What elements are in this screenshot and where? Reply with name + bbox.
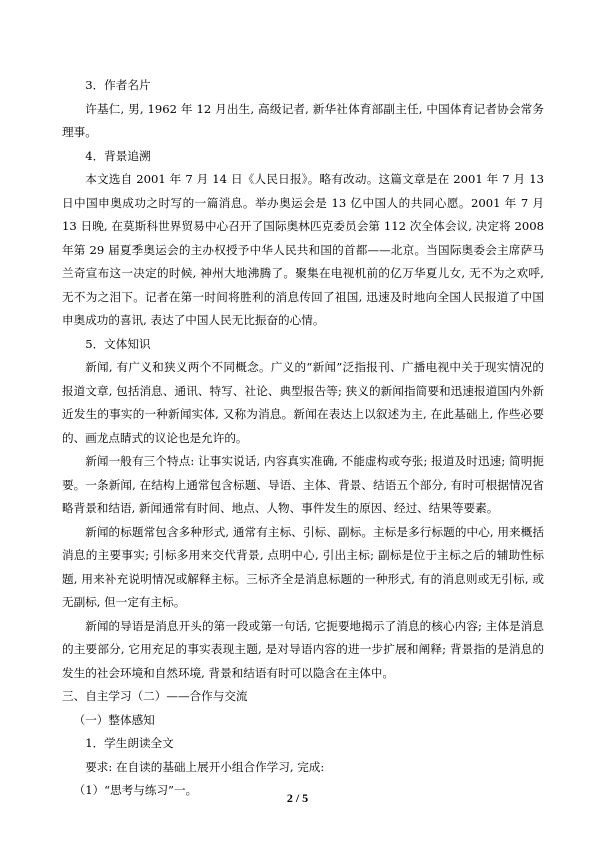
genre-paragraph-1: 新闻, 有广义和狭义两个不同概念。广义的“新闻”泛指报刊、广播电视中关于现实情况的报道文章, 包括消息、通讯、特写、社论、典型报告等; 狭义的新闻指简要和迅速报道国内外新近发生的事实的一种新闻实体, 又称为消息。新闻在表达上以叙述为主, 在此基础上, 作些必要的、画龙点睛式的议论也是允许的。 xyxy=(62,360,544,445)
task-1: （1）“思考与练习”一。 xyxy=(73,783,198,797)
document-body xyxy=(62,74,544,803)
author-text: 许基仁, 男, 1962 年 12 月出生, 高级记者, 新华社体育部副主任, 中国体育记者协会常务理事。 xyxy=(62,101,544,139)
author-heading: 3．作者名片 xyxy=(85,78,151,92)
genre-paragraph-3: 新闻的标题常包含多种形式, 通常有主标、引标、副标。主标是多行标题的中心, 用来概括消息的主要事实; 引标多用来交代背景, 点明中心, 引出主标; 副标是位于主标之后的辅助性标题, 用来补充说明情况或解释主标。三标齐全是消息标题的一种形式, 有的消息则或无引标, 或无副标, 但一定有主标。 xyxy=(62,524,544,609)
overall-heading: （一）整体感知 xyxy=(73,712,155,727)
study-heading: 三、自主学习（二）——合作与交流 xyxy=(62,689,248,703)
read-heading: 1．学生朗读全文 xyxy=(85,736,174,750)
genre-paragraph-4: 新闻的导语是消息开头的第一段或第一句话, 它扼要地揭示了消息的核心内容; 主体是消息的主要部分, 它用充足的事实表现主题, 是对导语内容的进一步扩展和阐释; 背景指的是消息的发生的社会环境和自然环境, 背景和结语有时可以隐含在主体中。 xyxy=(62,618,544,680)
requirement-text: 要求: 在自读的基础上展开小组合作学习, 完成: xyxy=(85,759,325,774)
background-text: 本文选自 2001 年 7 月 14 日《人民日报》。略有改动。这篇文章是在 2001 年 7 月 13 日中国申奥成功之时写的一篇消息。举办奥运会是 13 亿中国人的共同心愿。2001 年 7 月 13 日晚, 在莫斯科世界贸易中心召开了国际奥林匹克委员会第 112 次全体会议, 决定将 2008 年第 29 届夏季奥运会的主办权授予中华人民共和国的首都——北京。当国际奥委会主席萨马兰奇宣布这一决定的时候, 神州大地沸腾了。聚集在电视机前的亿万华夏儿女, 无不为之欢呼, 无不为之泪下。记者在第一时间将胜利的消息传回了祖国, 迅速及时地向全国人民报道了中国申奥成功的喜讯, 表达了中国人民无比振奋的心情。 xyxy=(62,172,544,327)
page-number: 2 / 5 xyxy=(286,791,309,805)
background-heading: 4．背景追溯 xyxy=(85,148,151,163)
genre-paragraph-2: 新闻一般有三个特点: 让事实说话, 内容真实准确, 不能虚构或夸张; 报道及时迅速; 简明扼要。一条新闻, 在结构上通常包含标题、导语、主体、背景、结语五个部分, 有时可根据情况省略背景和结语, 新闻通常有时间、地点、人物、事件发生的原因、经过、结果等要素。 xyxy=(62,454,544,515)
genre-heading: 5．文体知识 xyxy=(85,336,151,351)
